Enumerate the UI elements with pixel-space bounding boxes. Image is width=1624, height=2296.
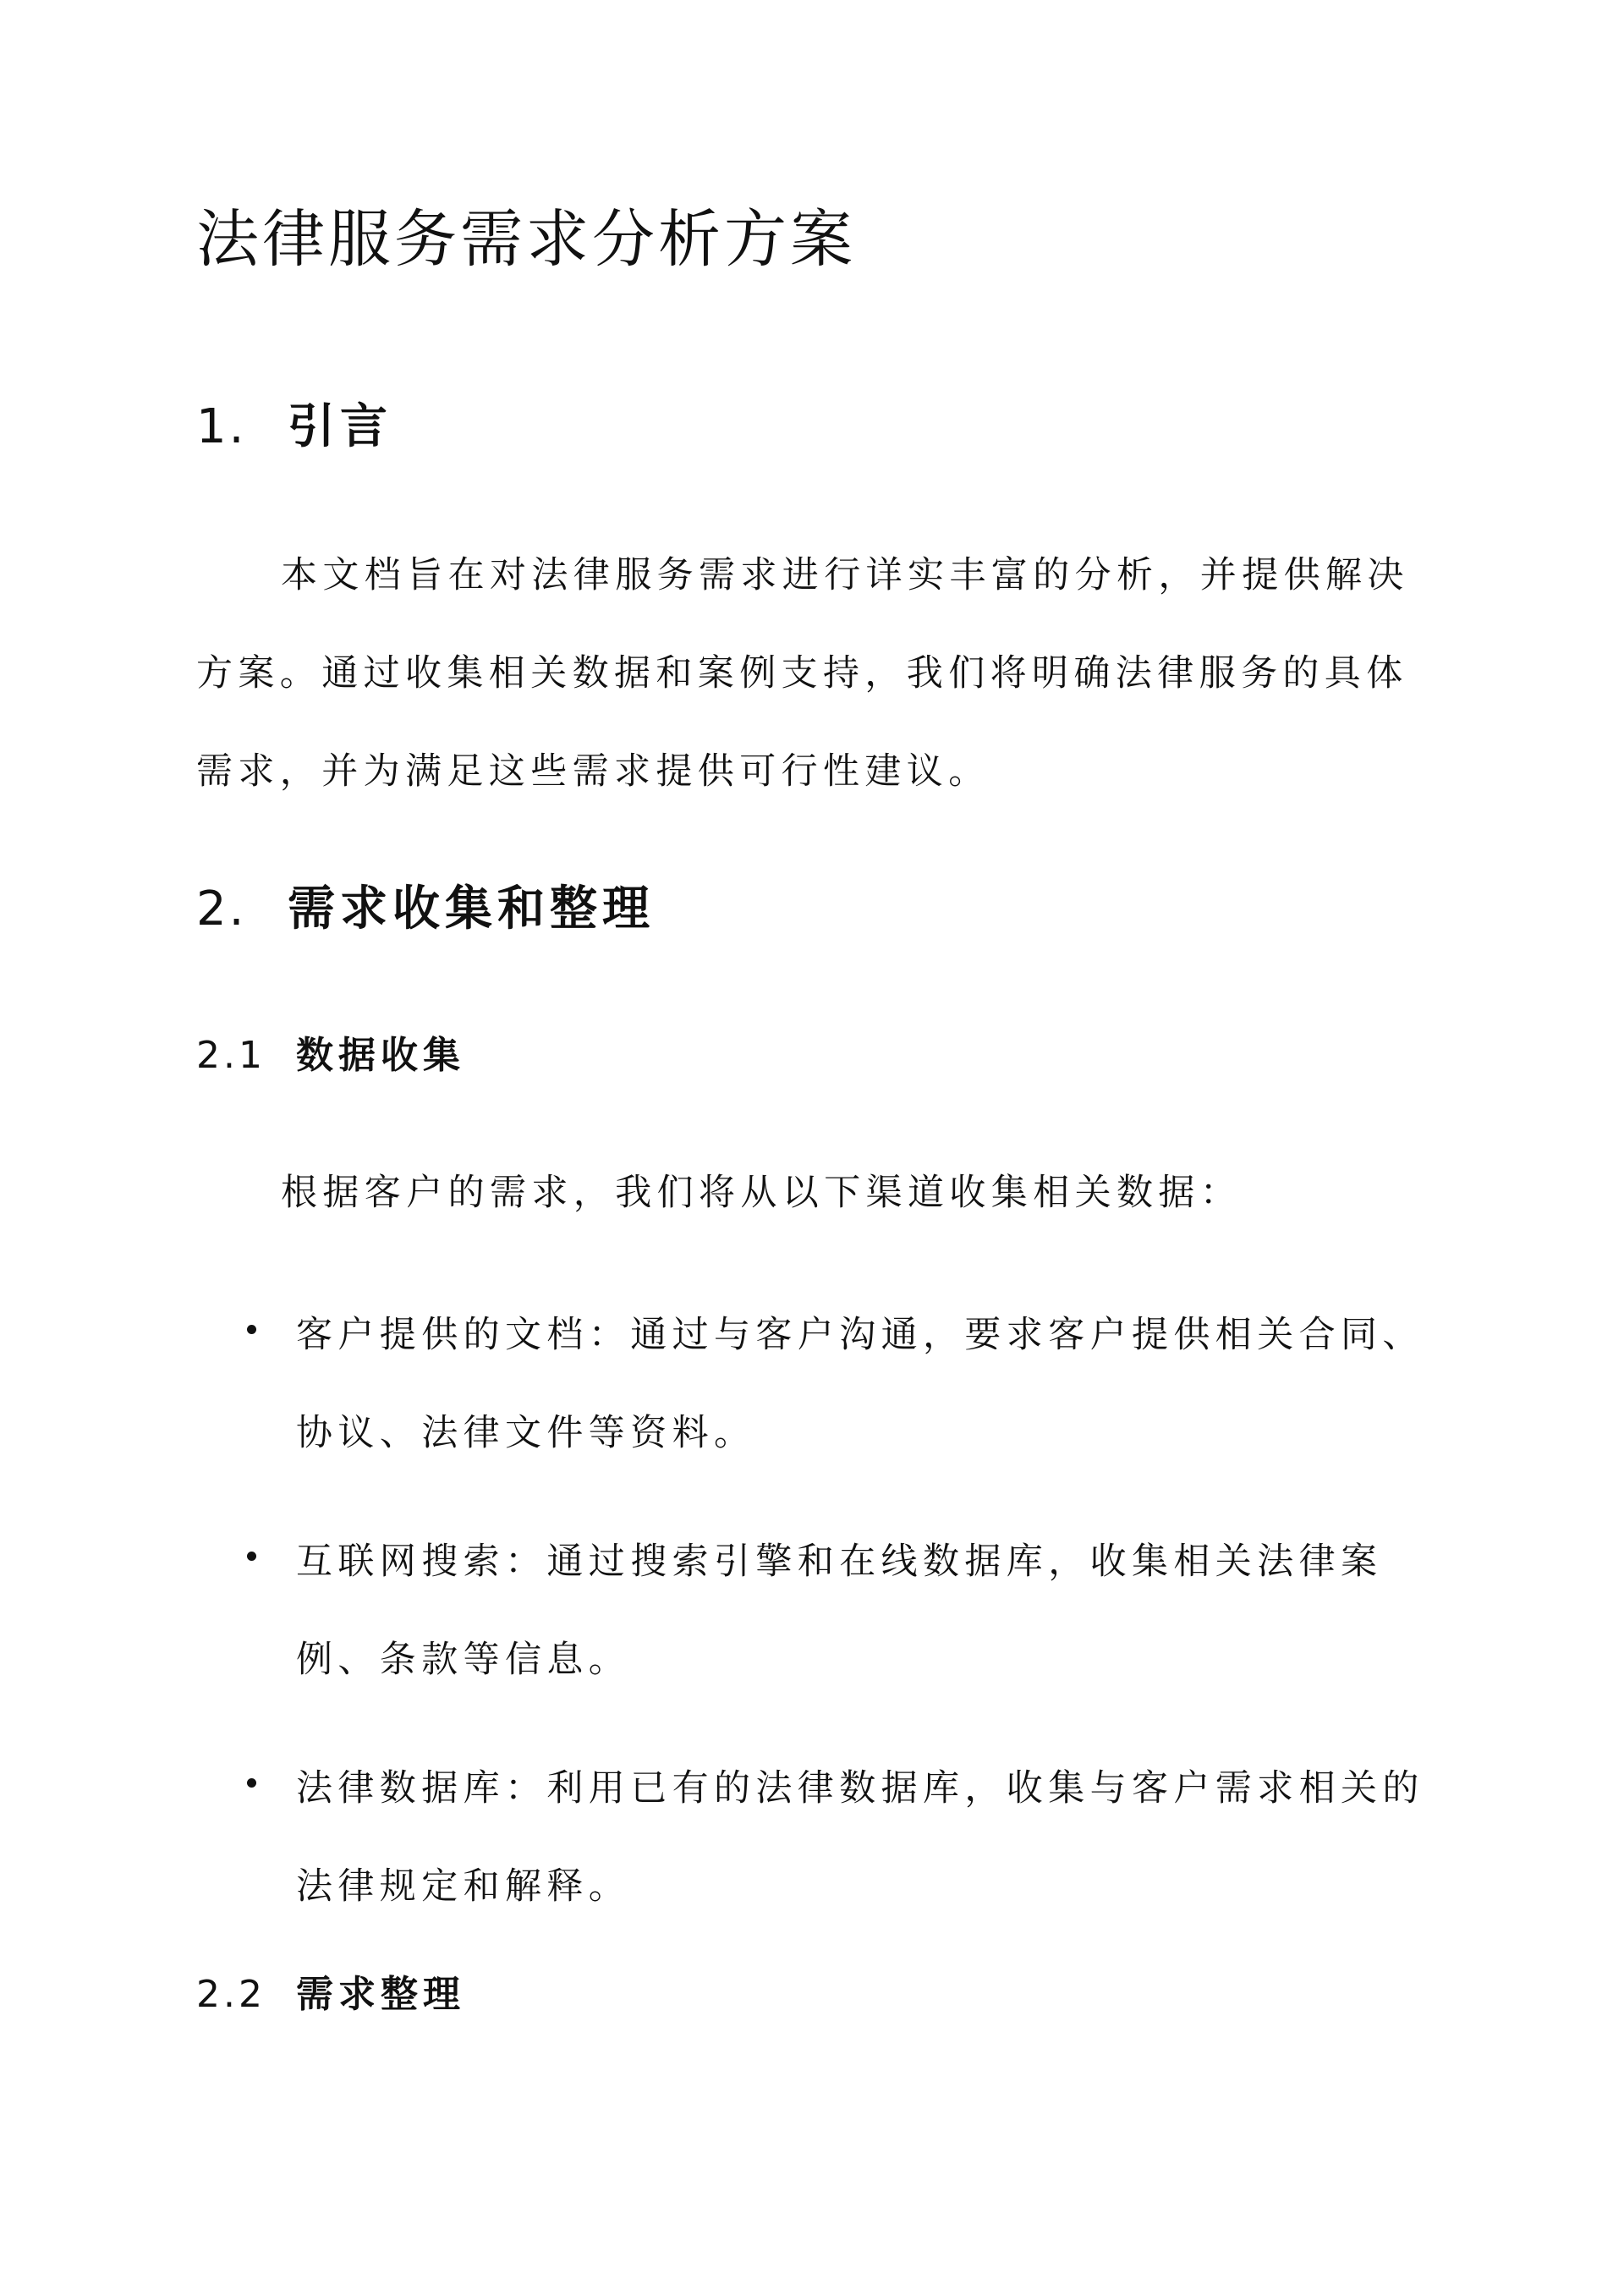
- section-number: 1.: [196, 399, 247, 454]
- bullet-icon: [247, 1778, 256, 1788]
- bullet-icon: [247, 1325, 256, 1334]
- bullet-icon: [247, 1552, 256, 1561]
- document-title: 法律服务需求分析方案: [196, 203, 856, 276]
- section-title: 引言: [288, 399, 392, 454]
- list-item-text: 互联网搜索：通过搜索引擎和在线数据库，收集相关法律案例、条款等信息。: [296, 1541, 1383, 1681]
- introduction-paragraph: 本文档旨在对法律服务需求进行详实丰富的分析，并提供解决方案。通过收集相关数据和案例支持，我们将明确法律服务的具体需求，并为满足这些需求提供可行性建议。: [196, 554, 1409, 793]
- list-item-text: 法律数据库：利用已有的法律数据库，收集与客户需求相关的法律规定和解释。: [296, 1767, 1424, 1908]
- section-title: 需求收集和整理: [288, 882, 655, 937]
- subsection-title: 数据收集: [296, 1034, 465, 1077]
- section-number: 2.: [196, 882, 247, 937]
- data-collection-intro: 根据客户的需求，我们将从以下渠道收集相关数据：: [281, 1172, 1243, 1214]
- subsection-heading-requirements-organization: [196, 1971, 465, 2019]
- subsection-number: 2.1: [196, 1034, 266, 1077]
- subsection-number: 2.2: [196, 1973, 266, 2016]
- list-item-text: 客户提供的文档：通过与客户沟通，要求客户提供相关合同、协议、法律文件等资料。: [296, 1314, 1424, 1454]
- section-heading-introduction: [196, 398, 392, 457]
- section-heading-requirements: [196, 880, 655, 939]
- subsection-title: 需求整理: [296, 1973, 465, 2016]
- subsection-heading-data-collection: [196, 1032, 465, 1079]
